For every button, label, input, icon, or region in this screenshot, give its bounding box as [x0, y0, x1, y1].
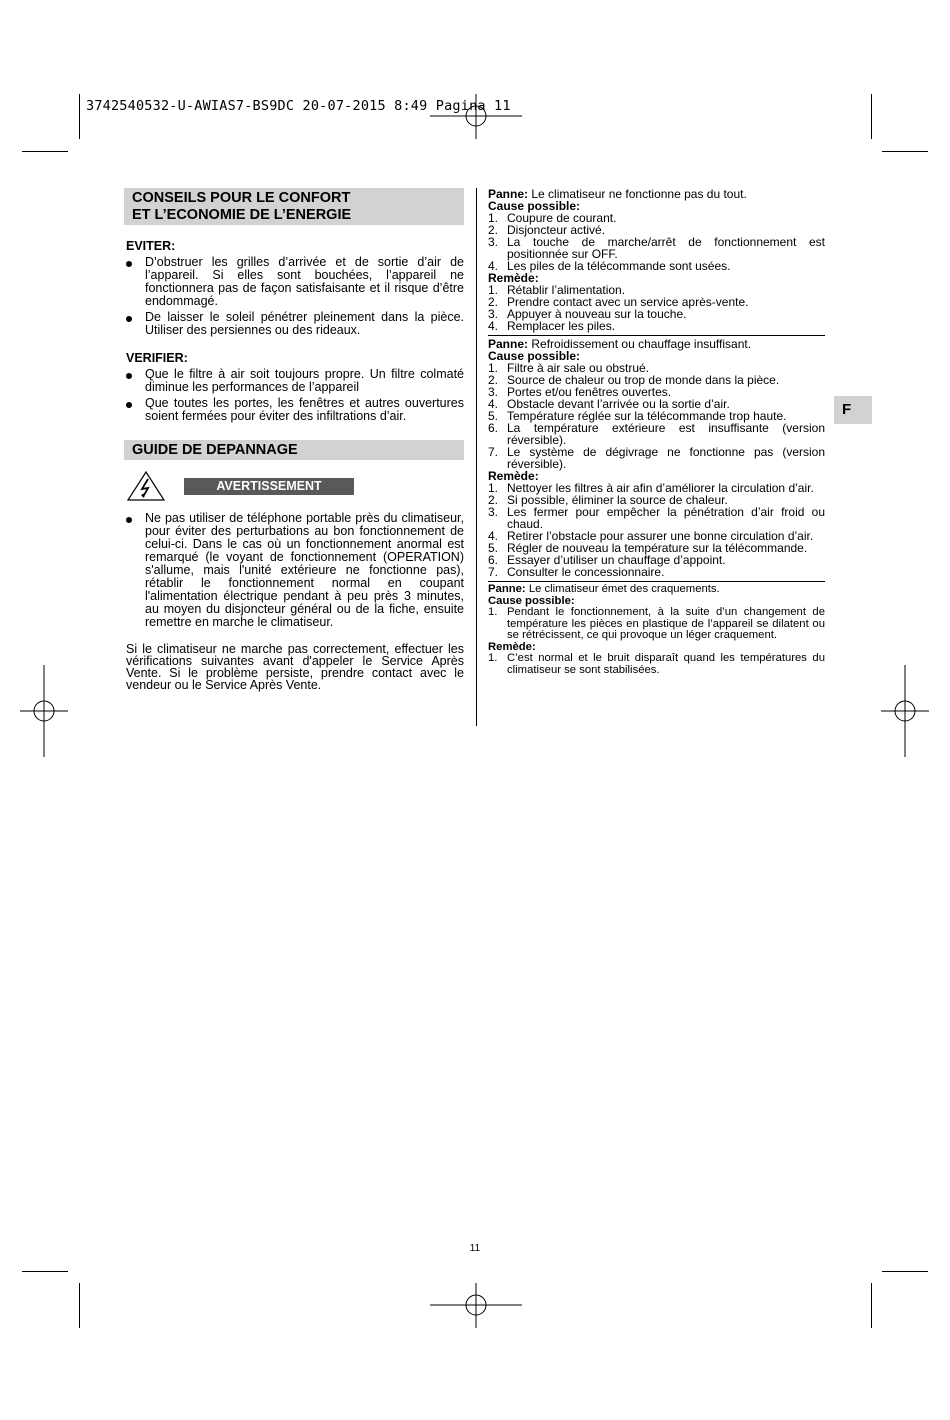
list-item: [488, 653, 825, 676]
item-number: 4.: [488, 397, 499, 411]
panne-text: Refroidissement ou chauffage insuffisant.: [531, 337, 752, 351]
warning-row: [126, 470, 464, 502]
item-text: C’est normal et le bruit disparaît quand les températures du climatiseur se sont stabilisées.: [507, 652, 825, 676]
item-text: Prendre contact avec un service après-vente.: [507, 295, 749, 309]
item-text: Appuyer à nouveau sur la touche.: [507, 307, 687, 321]
crop-mark: [871, 1283, 872, 1328]
panne-text: Le climatiseur émet des craquements.: [528, 583, 720, 595]
cause-list: [488, 607, 825, 642]
crop-mark: [79, 94, 80, 139]
list-item: Que le filtre à air soit toujours propre. Un filtre colmaté diminue les performances de l’appareil: [126, 368, 464, 394]
crop-mark: [882, 1271, 928, 1272]
item-text: Les piles de la télécommande sont usées.: [507, 259, 731, 273]
remede-list: [488, 653, 825, 676]
item-text: Coupure de courant.: [507, 211, 617, 225]
item-text: Source de chaleur ou trop de monde dans la pièce.: [507, 373, 780, 387]
item-text: Disjoncteur activé.: [507, 223, 606, 237]
crop-mark: [22, 1271, 68, 1272]
item-text: Rétablir l’alimentation.: [507, 283, 626, 297]
closing-paragraph: Si le climatiseur ne marche pas correctement, effectuer les vérifications suivantes avant d'appeler le Service Après Vente. Si le problème persiste, prendre contact avec le vendeur ou le Service Après Vente.: [126, 642, 464, 692]
item-number: 7.: [488, 565, 499, 579]
item-number: 2.: [488, 223, 499, 237]
eviter-list: [126, 256, 464, 337]
crop-mark: [871, 94, 872, 139]
panne-label: Panne:: [488, 583, 526, 595]
section-title-line: CONSEILS POUR LE CONFORT: [132, 190, 351, 206]
item-text: Obstacle devant l’arrivée ou la sortie d’air.: [507, 397, 730, 411]
cause-heading: Cause possible:: [488, 199, 581, 213]
item-text: Régler de nouveau la température sur la télécommande.: [507, 541, 808, 555]
registration-mark: [430, 1283, 522, 1328]
cause-list: [488, 362, 825, 470]
cause-list: [488, 212, 825, 272]
block-divider: [488, 335, 825, 336]
item-number: 1.: [488, 481, 499, 495]
crop-mark: [22, 151, 68, 152]
panne-label: Panne:: [488, 187, 529, 201]
panne-text: Le climatiseur ne fonctionne pas du tout.: [531, 187, 747, 201]
list-item: [488, 320, 825, 332]
verifier-list: [126, 368, 464, 423]
remede-heading: Remède:: [488, 469, 539, 483]
troubleshooting-block: [488, 584, 825, 676]
language-tab: F: [834, 396, 872, 424]
item-number: 3.: [488, 385, 499, 399]
item-number: 1.: [488, 211, 499, 225]
list-item: [488, 446, 825, 470]
item-number: 3.: [488, 307, 499, 321]
item-number: 3.: [488, 505, 499, 519]
item-number: 1.: [488, 606, 498, 618]
right-column: [488, 188, 825, 676]
item-number: 1.: [488, 283, 499, 297]
list-item: [488, 422, 825, 446]
list-item: [488, 506, 825, 530]
item-text: Filtre à air sale ou obstrué.: [507, 361, 650, 375]
list-item: Que toutes les portes, les fenêtres et autres ouvertures soient fermées pour éviter des infiltrations d’air.: [126, 397, 464, 423]
item-text: La température extérieure est insuffisante (version réversible).: [507, 421, 825, 447]
item-number: 5.: [488, 409, 499, 423]
item-text: Retirer l’obstacle pour assurer une bonne circulation d’air.: [507, 529, 814, 543]
block-divider: [488, 581, 825, 582]
item-text: Température réglée sur la télécommande trop haute.: [507, 409, 787, 423]
item-text: Le système de dégivrage ne fonctionne pas (version réversible).: [507, 445, 825, 471]
list-item: [488, 566, 825, 578]
list-item: [488, 236, 825, 260]
troubleshooting-block: [488, 188, 825, 332]
section-title-comfort: [124, 188, 464, 225]
verifier-heading: VERIFIER:: [126, 351, 188, 365]
remede-heading: Remède:: [488, 271, 539, 285]
item-number: 2.: [488, 295, 499, 309]
panne-label: Panne:: [488, 337, 529, 351]
item-text: Si possible, éliminer la source de chaleur.: [507, 493, 728, 507]
cause-heading: Cause possible:: [488, 349, 581, 363]
section-title-troubleshooting: GUIDE DE DEPANNAGE: [124, 440, 464, 460]
item-number: 6.: [488, 553, 499, 567]
crop-mark: [882, 151, 928, 152]
item-number: 4.: [488, 259, 499, 273]
item-text: Consulter le concessionnaire.: [507, 565, 665, 579]
registration-mark: [881, 665, 929, 757]
cause-heading: Cause possible:: [488, 594, 575, 607]
print-header: 3742540532-U-AWIAS7-BS9DC 20-07-2015 8:49 Pagina 11: [86, 98, 511, 114]
warning-list: [126, 512, 464, 629]
item-text: Essayer d’utiliser un chauffage d’appoint.: [507, 553, 726, 567]
eviter-heading: EVITER:: [126, 239, 176, 253]
item-number: 7.: [488, 445, 499, 459]
item-number: 4.: [488, 319, 499, 333]
troubleshooting-block: [488, 338, 825, 578]
item-number: 1.: [488, 361, 499, 375]
registration-mark: [20, 665, 68, 757]
warning-label: AVERTISSEMENT: [184, 478, 354, 495]
item-text: Pendant le fonctionnement, à la suite d’un changement de température les pièces en plastique de l’appareil se dilatent ou se rétrécissent, ce qui provoque un léger craquement.: [507, 606, 825, 641]
item-text: La touche de marche/arrêt de fonctionnement est positionnée sur OFF.: [507, 235, 825, 261]
panne-line: [488, 584, 825, 596]
item-text: Portes et/ou fenêtres ouvertes.: [507, 385, 672, 399]
item-number: 6.: [488, 421, 499, 435]
item-number: 4.: [488, 529, 499, 543]
item-number: 3.: [488, 235, 499, 249]
item-text: Remplacer les piles.: [507, 319, 616, 333]
item-number: 5.: [488, 541, 499, 555]
list-item: Ne pas utiliser de téléphone portable près du climatiseur, pour éviter des perturbations au bon fonctionnement de celui-ci. Dans le cas où un fonctionnement anormal est remarqué (le voyant de fonctionnement (OPERATION) s'allume, mais l'unité extérieure ne fonctionne pas), rétablir le fonctionnement normal en coupant l'alimentation électrique pendant à peu près 3 minutes, au moyen du disjoncteur général ou de la fiche, ensuite remettre en marche le climatiseur.: [126, 512, 464, 629]
remede-heading: Remède:: [488, 640, 536, 653]
list-item: De laisser le soleil pénétrer pleinement dans la pièce. Utiliser des persiennes ou des rideaux.: [126, 311, 464, 337]
remede-list: [488, 482, 825, 578]
item-number: 2.: [488, 493, 499, 507]
item-text: Les fermer pour empêcher la pénétration d’air froid ou chaud.: [507, 505, 825, 531]
item-number: 2.: [488, 373, 499, 387]
list-item: [488, 607, 825, 642]
column-divider: [476, 188, 477, 726]
list-item: D’obstruer les grilles d’arrivée et de sortie d’air de l’appareil. Si elles sont bouchées, l’appareil ne fonctionnera pas de façon satisfaisante et il risque d’être endommagé.: [126, 256, 464, 308]
remede-list: [488, 284, 825, 332]
electric-hazard-icon: [126, 470, 166, 502]
left-column: [126, 188, 464, 691]
item-number: 1.: [488, 652, 498, 664]
item-text: Nettoyer les filtres à air afin d’améliorer la circulation d’air.: [507, 481, 814, 495]
crop-mark: [79, 1283, 80, 1328]
page-number: 11: [469, 1243, 481, 1254]
section-title-line: ET L’ECONOMIE DE L’ENERGIE: [132, 207, 352, 223]
list-item: [488, 260, 825, 272]
